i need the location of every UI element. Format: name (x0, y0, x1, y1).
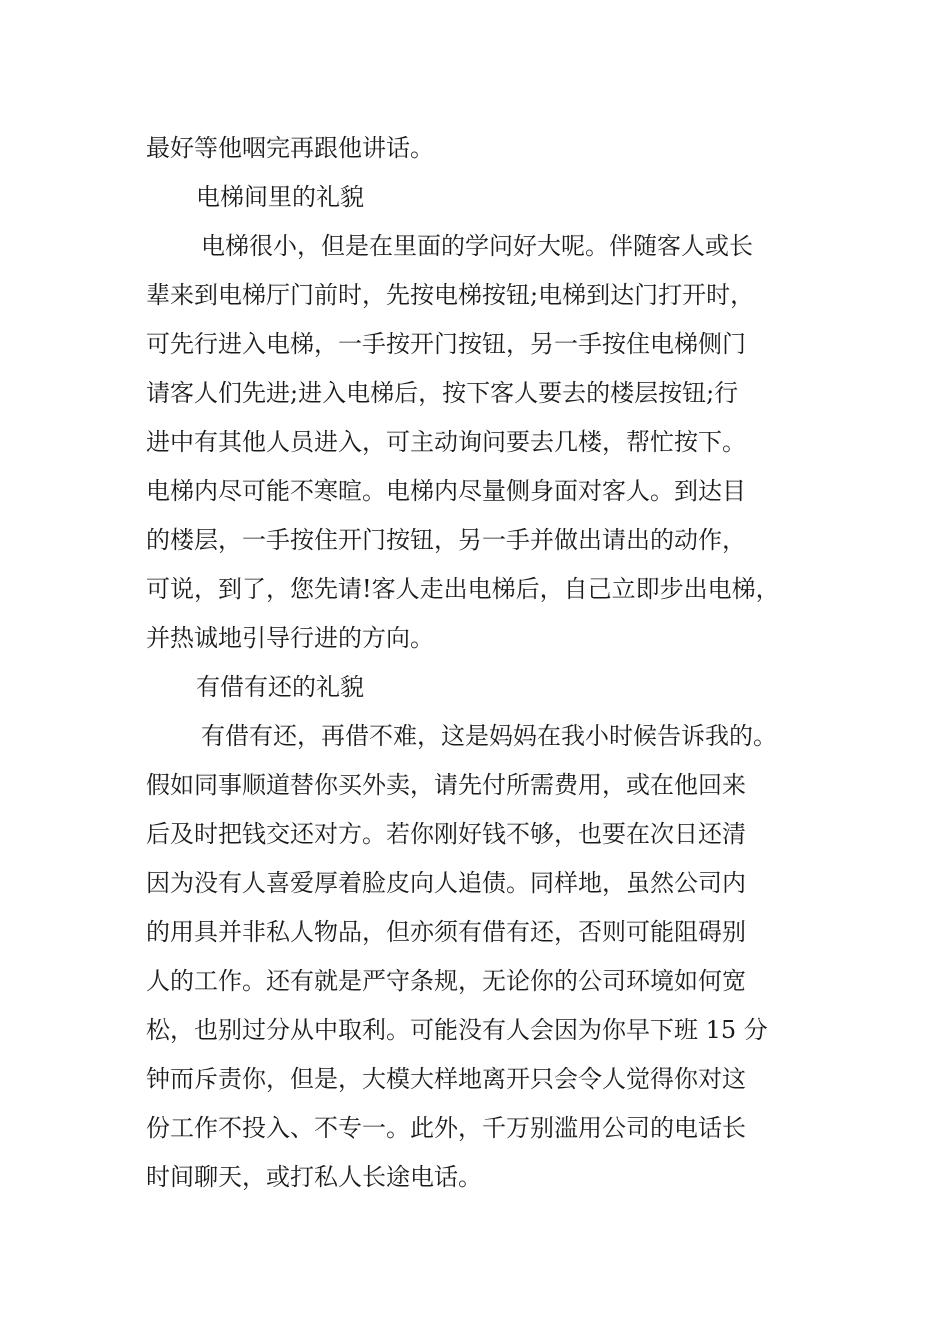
text-line: 可说，到了，您先请!客人走出电梯后，自己立即步出电梯， (146, 575, 780, 603)
text-line: 进中有其他人员进入，可主动询问要去几楼，帮忙按下。 (146, 428, 746, 456)
text-line: 有借有还，再借不难，这是妈妈在我小时候告诉我的。 (201, 722, 777, 750)
text-line: 可先行进入电梯，一手按开门按钮，另一手按住电梯侧门 (146, 330, 746, 358)
text-line: 时间聊天，或打私人长途电话。 (146, 1163, 482, 1191)
text-line: 松，也别过分从中取利。可能没有人会因为你早下班 15 分 (146, 1016, 768, 1044)
text-line: 后及时把钱交还对方。若你刚好钱不够，也要在次日还清 (146, 820, 746, 848)
section-heading-elevator: 电梯间里的礼貌 (196, 183, 364, 211)
text-line: 份工作不投入、不专一。此外，千万别滥用公司的电话长 (146, 1114, 746, 1142)
text-line: 的用具并非私人物品，但亦须有借有还，否则可能阻碍别 (146, 918, 746, 946)
text-line: 请客人们先进;进入电梯后，按下客人要去的楼层按钮;行 (146, 379, 739, 407)
text-line: 电梯内尽可能不寒暄。电梯内尽量侧身面对客人。到达目 (146, 477, 746, 505)
section-heading-borrowing: 有借有还的礼貌 (196, 673, 364, 701)
text-line: 假如同事顺道替你买外卖，请先付所需费用，或在他回来 (146, 771, 746, 799)
text-line: 并热诚地引导行进的方向。 (146, 624, 434, 652)
text-line: 辈来到电梯厅门前时，先按电梯按钮;电梯到达门打开时， (146, 281, 755, 309)
text-line: 的楼层，一手按住开门按钮，另一手并做出请出的动作， (146, 526, 746, 554)
text-line: 电梯很小，但是在里面的学问好大呢。伴随客人或长 (201, 232, 753, 260)
text-line: 钟而斥责你，但是，大模大样地离开只会令人觉得你对这 (146, 1065, 746, 1093)
document-body (146, 124, 846, 1202)
text-line: 因为没有人喜爱厚着脸皮向人追债。同样地，虽然公司内 (146, 869, 746, 897)
text-line: 人的工作。还有就是严守条规，无论你的公司环境如何宽 (146, 967, 746, 995)
text-line: 最好等他咽完再跟他讲话。 (146, 134, 434, 162)
